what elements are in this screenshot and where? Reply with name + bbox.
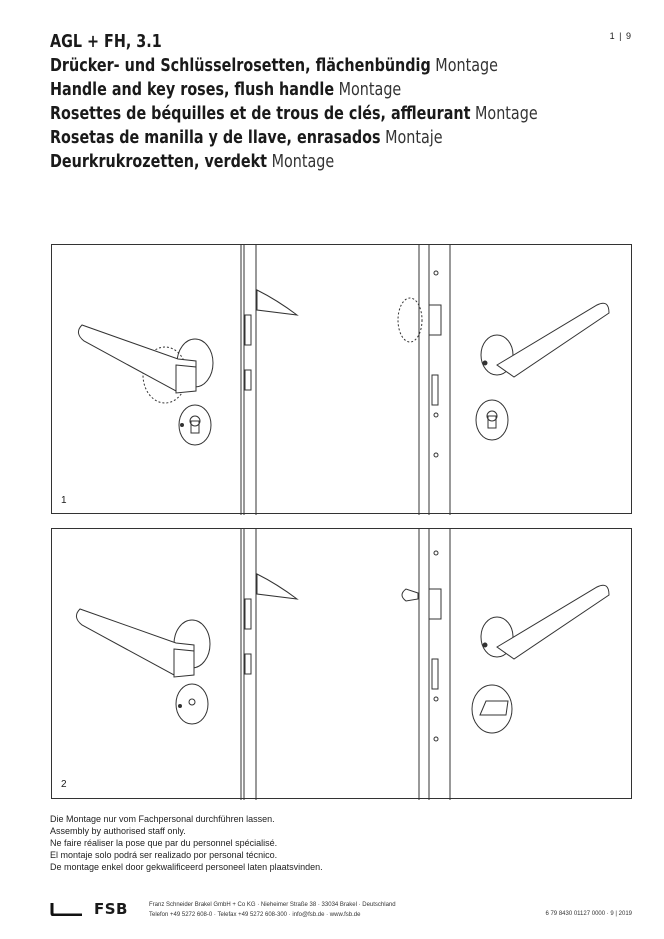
footer-address-line1: Franz Schneider Brakel GmbH + Co KG · Nieheimer Straße 38 · 33034 Brakel · Deutschland	[149, 902, 396, 908]
handle-right-inside	[481, 585, 609, 659]
note-en: Assembly by authorised staff only.	[50, 826, 186, 836]
title-fr-bold: Rosettes de béquilles et de trous de clés, affleurant	[50, 104, 471, 124]
illustration-panel-2	[51, 528, 632, 799]
title-en-bold: Handle and key roses, flush handle	[50, 80, 335, 100]
title-de-bold: Drücker- und Schlüsselrosetten, flächenbündig	[50, 56, 431, 76]
handle-right-inside	[481, 303, 609, 377]
note-de: Die Montage nur vom Fachpersonal durchführen lassen.	[50, 814, 275, 824]
illustration-panel-1	[51, 244, 632, 514]
key-rose-right	[476, 400, 508, 440]
door-edge-1	[241, 245, 297, 515]
document-code: 6 79 8430 01127 0000 · 9 | 2019	[545, 911, 632, 917]
note-nl: De montage enkel door gekwalificeerd personeel laten plaatsvinden.	[50, 862, 323, 872]
title-nl	[50, 150, 509, 174]
title-main	[50, 30, 509, 54]
footer-brand: FSB	[94, 900, 128, 918]
title-nl-light: Montage	[267, 152, 335, 172]
title-en	[50, 78, 509, 102]
door-edge-1	[241, 529, 297, 800]
panel-2-number: 2	[61, 779, 67, 790]
title-main-text: AGL + FH, 3.1	[50, 32, 162, 52]
key-rose-left	[176, 684, 208, 724]
title-fr	[50, 102, 538, 126]
handle-left-outside	[78, 325, 213, 403]
title-es	[50, 126, 509, 150]
handle-left-outside	[76, 609, 210, 677]
door-edge-2	[402, 529, 450, 800]
title-en-light: Montage	[334, 80, 402, 100]
footer-address	[149, 900, 396, 920]
note-fr: Ne faire réaliser la pose que par du personnel spécialisé.	[50, 838, 278, 848]
footer-address-line2: Telefon +49 5272 608-0 · Telefax +49 5272 608-300 · info@fsb.de · www.fsb.de	[149, 912, 361, 918]
title-de	[50, 54, 509, 78]
title-es-bold: Rosetas de manilla y de llave, enrasados	[50, 128, 381, 148]
panel-1-drawing	[52, 245, 633, 515]
title-nl-bold: Deurkrukrozetten, verdekt	[50, 152, 268, 172]
key-rose-left	[179, 405, 211, 445]
title-de-light: Montage	[430, 56, 498, 76]
title-es-light: Montaje	[380, 128, 443, 148]
thumb-turn-rose-right	[472, 685, 512, 733]
panel-2-drawing	[52, 529, 633, 800]
panel-1-number: 1	[61, 495, 67, 506]
assembly-notes	[50, 813, 323, 873]
note-es: El montaje solo podrá ser realizado por personal técnico.	[50, 850, 278, 860]
title-block	[50, 30, 610, 174]
title-fr-light: Montage	[470, 104, 538, 124]
page-number: 1 | 9	[609, 31, 632, 41]
fsb-logo-icon	[50, 902, 84, 916]
door-edge-2	[398, 245, 450, 515]
